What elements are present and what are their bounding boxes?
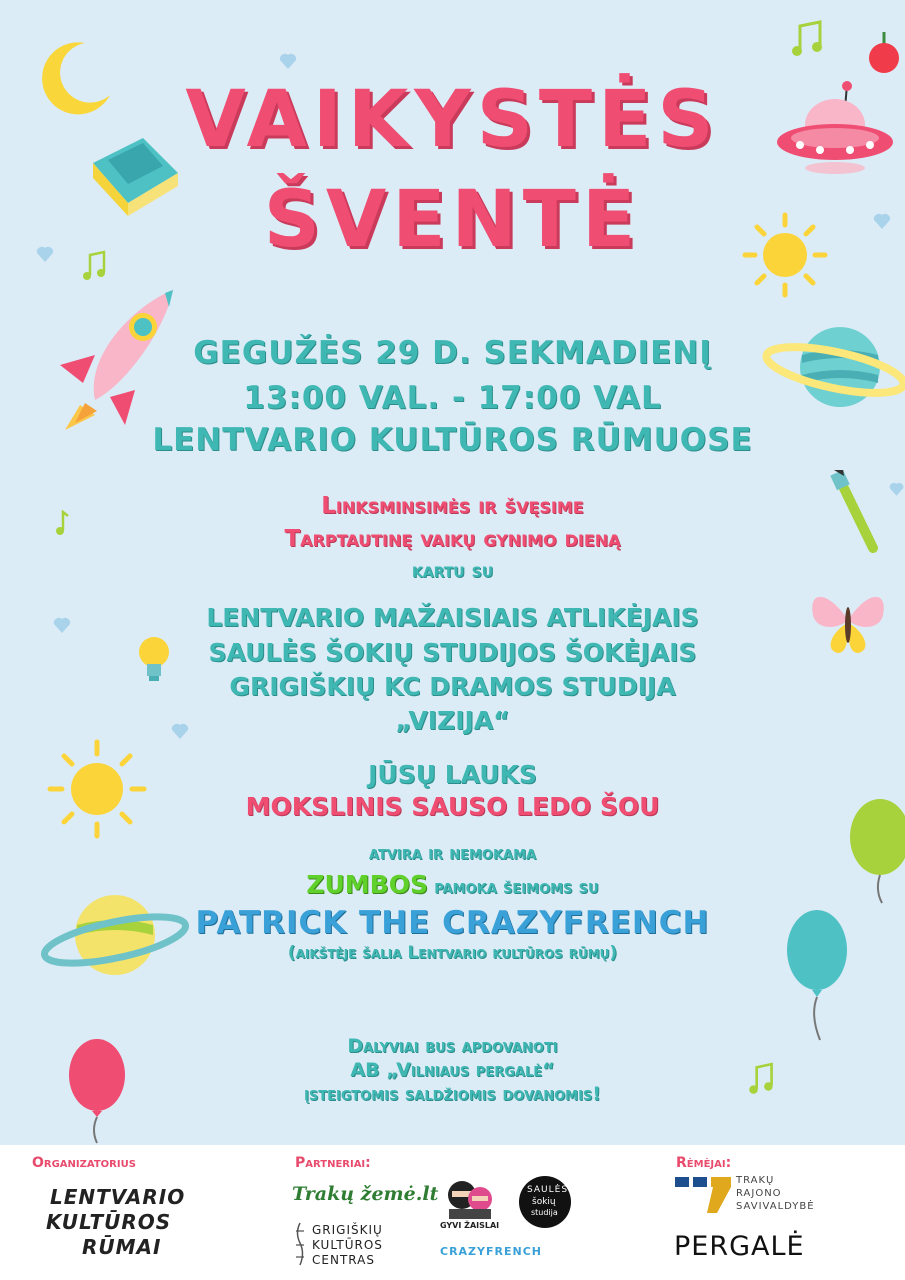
intro-line-2: Tarptautinę vaikų gynimo dieną xyxy=(284,526,621,552)
zumba-line-2 xyxy=(0,870,905,899)
event-time: 13:00 VAL. - 17:00 VAL xyxy=(243,380,662,416)
partner-saules-line-3: studija xyxy=(531,1208,558,1217)
title-line-1: VAIKYSTĖS xyxy=(185,75,720,165)
sponsor-traku-line-1: TRAKŲ xyxy=(736,1175,775,1186)
prizes-line-3: įsteigtomis saldžiomis dovanomis! xyxy=(304,1083,601,1105)
prizes-line-2: AB „Vilniaus pergalė“ xyxy=(350,1059,555,1081)
zumba-host: PATRICK THE CRAZYFRENCH xyxy=(195,905,710,941)
zumba-highlight: ZUMBOS xyxy=(306,870,428,899)
partners-label: Partneriai: xyxy=(295,1155,371,1171)
ninja-icon xyxy=(445,1175,495,1220)
traku-rajono-emblem-icon xyxy=(673,1175,733,1215)
performer-1: LENTVARIO MAŽAISIAIS ATLIKĖJAIS xyxy=(206,603,699,632)
zumba-line-2-rest: pamoka šeimoms su xyxy=(428,877,599,898)
partner-grigiskiu-line-2: KULTŪROS xyxy=(312,1238,383,1252)
prizes-line-1: Dalyviai bus apdovanoti xyxy=(347,1035,558,1057)
music-note-icon xyxy=(790,20,824,60)
zumba-line-1: atvira ir nemokama xyxy=(368,843,537,864)
event-date: GEGUŽĖS 29 D. SEKMADIENĮ xyxy=(193,335,712,371)
extras-line-2: MOKSLINIS SAUSO LEDO ŠOU xyxy=(245,792,660,821)
partner-gyvi-zaislai: GYVI ŽAISLAI xyxy=(440,1221,500,1230)
partner-crazyfrench: CRAZYFRENCH xyxy=(440,1245,542,1258)
intro-line-1: Linksminsimės ir švęsime xyxy=(321,493,584,519)
sun-icon xyxy=(40,732,155,847)
intro-line-3: kartu su xyxy=(411,558,494,582)
sponsor-pergale: PERGALĖ xyxy=(674,1231,805,1262)
sponsor-traku-line-3: SAVIVALDYBĖ xyxy=(736,1201,815,1212)
sponsors-label: Rėmėjai: xyxy=(676,1155,732,1171)
partner-saules-line-1: SAULĖS xyxy=(527,1185,569,1195)
sponsor-footer xyxy=(0,1145,905,1280)
title-line-2: ŠVENTĖ xyxy=(263,175,642,265)
organizer-logo-line-2: KULTŪROS xyxy=(46,1210,172,1234)
extras-line-1: JŪSŲ LAUKS xyxy=(368,760,537,789)
partner-saules-line-2: šokių xyxy=(532,1197,556,1207)
sponsor-traku-line-2: RAJONO xyxy=(736,1188,782,1199)
organizer-logo-line-3: RŪMAI xyxy=(82,1235,162,1259)
organizer-logo-line-1: LENTVARIO xyxy=(50,1185,186,1209)
performer-3: GRIGIŠKIŲ KC DRAMOS STUDIJA xyxy=(229,672,676,701)
grigiskiu-emblem-icon xyxy=(293,1221,307,1267)
apple-icon xyxy=(866,28,902,76)
partner-grigiskiu-line-1: GRIGIŠKIŲ xyxy=(312,1223,383,1237)
performer-4: „VIZIJA“ xyxy=(395,706,510,735)
event-place: LENTVARIO KULTŪROS RŪMUOSE xyxy=(152,422,753,458)
heart-icon xyxy=(278,52,298,70)
partner-grigiskiu-line-3: CENTRAS xyxy=(312,1253,375,1267)
partner-traku-zeme: Trakų žemė.lt xyxy=(292,1183,439,1205)
performer-2: SAULĖS ŠOKIŲ STUDIJOS ŠOKĖJAIS xyxy=(208,638,697,667)
zumba-location: (aikštėje šalia Lentvario kultūros rūmų) xyxy=(287,943,618,963)
organizer-label: Organizatorius xyxy=(32,1155,136,1171)
